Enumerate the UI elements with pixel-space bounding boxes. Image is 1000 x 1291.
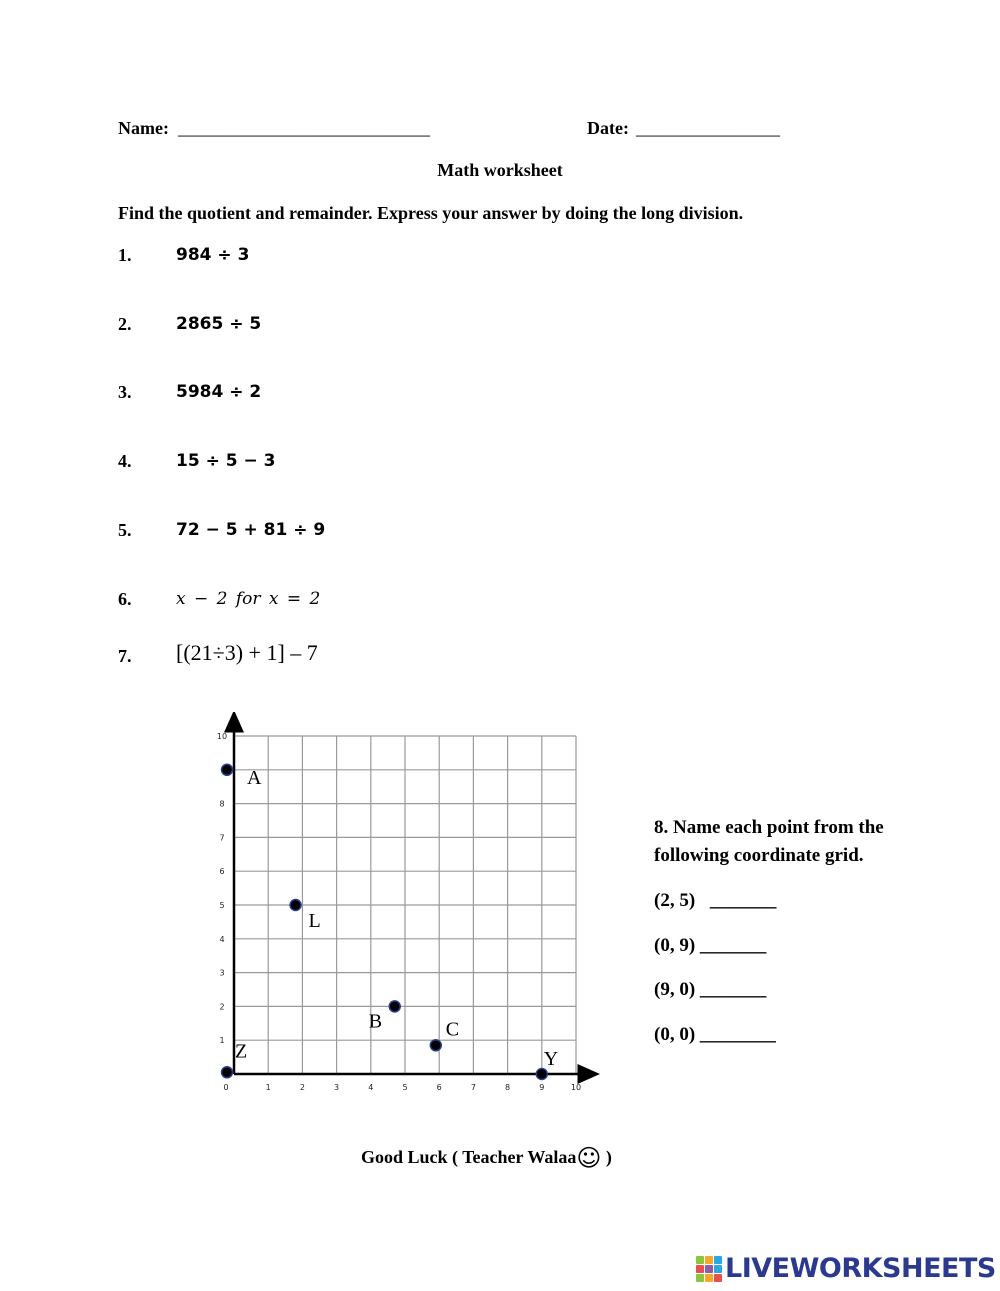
y-tick-label: 10: [216, 732, 228, 741]
answer-blank[interactable]: _______: [699, 979, 767, 1000]
point-b: [389, 1001, 400, 1012]
answer-row: [654, 935, 766, 957]
answer-row: [654, 1024, 776, 1046]
coordinate-grid: [200, 712, 610, 1102]
good-luck-message: [361, 1144, 612, 1172]
question-number: 1.: [118, 245, 132, 265]
x-tick-label: 2: [299, 1083, 305, 1092]
logo-block: [705, 1274, 713, 1282]
logo-block: [705, 1265, 713, 1273]
answer-blank[interactable]: ________: [699, 1024, 776, 1045]
answer-coordinate: (0, 0): [654, 1024, 696, 1045]
smiley-icon: ☺: [576, 1144, 602, 1172]
y-tick-label: 2: [219, 1002, 225, 1012]
x-tick-label: 10: [570, 1083, 582, 1092]
logo-block: [696, 1256, 704, 1264]
answer-row: [654, 979, 766, 1001]
date-label: Date:: [587, 118, 629, 138]
point-label-b: B: [368, 1010, 383, 1033]
answer-coordinate: (9, 0): [654, 979, 696, 1000]
y-tick-label: 3: [219, 968, 225, 978]
question-8-prompt: following coordinate grid.: [654, 845, 864, 866]
good-luck-text: Good Luck ( Teacher Walaa: [361, 1147, 577, 1167]
x-tick-label: 1: [265, 1083, 271, 1092]
question-number: 4.: [118, 451, 132, 471]
x-tick-label: 5: [402, 1083, 408, 1092]
question-expression: 15 ÷ 5 − 3: [176, 451, 276, 471]
y-tick-label: 5: [219, 901, 225, 910]
name-label: Name:: [118, 118, 169, 138]
y-tick-label: 1: [219, 1036, 225, 1046]
question-expression: x − 2 for x = 2: [176, 589, 321, 609]
answer-blank[interactable]: _______: [699, 935, 767, 956]
point-l: [290, 900, 301, 911]
question-8-prompt: 8. Name each point from the: [654, 817, 884, 838]
logo-block: [705, 1256, 713, 1264]
point-z: [222, 1067, 233, 1078]
logo-block: [714, 1265, 722, 1273]
date-field[interactable]: ________________: [636, 118, 780, 138]
question-expression: 5984 ÷ 2: [176, 382, 262, 402]
question-number: 3.: [118, 382, 132, 402]
logo-block: [714, 1274, 722, 1282]
y-tick-label: 4: [219, 934, 225, 944]
instructions: Find the quotient and remainder. Express your answer by doing the long division.: [118, 203, 744, 223]
point-a: [222, 764, 233, 775]
logo-block: [696, 1274, 704, 1282]
good-luck-close: ): [601, 1147, 612, 1167]
point-label-l: L: [308, 910, 321, 932]
logo-block: [714, 1256, 722, 1264]
y-tick-label: 8: [219, 799, 225, 809]
question-expression: [(21÷3) + 1] – 7: [176, 640, 318, 665]
x-tick-label: 8: [505, 1083, 511, 1092]
point-label-y: Y: [543, 1048, 559, 1070]
question-expression: 984 ÷ 3: [176, 245, 250, 265]
question-expression: 72 − 5 + 81 ÷ 9: [176, 520, 326, 540]
x-tick-label: 3: [334, 1083, 340, 1092]
answer-blank[interactable]: _______: [709, 890, 777, 911]
x-tick-label: 9: [539, 1083, 545, 1092]
point-c: [430, 1040, 441, 1051]
x-tick-label: 4: [368, 1083, 374, 1092]
answer-coordinate: (0, 9): [654, 935, 696, 956]
y-tick-label: 7: [219, 833, 225, 843]
question-number: 2.: [118, 314, 132, 334]
page-title: Math worksheet: [437, 160, 563, 180]
question-expression: 2865 ÷ 5: [176, 314, 262, 334]
x-tick-label: 0: [223, 1083, 229, 1092]
point-y: [536, 1069, 547, 1080]
logo-block: [696, 1265, 704, 1273]
x-tick-label: 6: [436, 1083, 442, 1092]
point-label-z: Z: [235, 1040, 248, 1063]
point-label-c: C: [445, 1018, 460, 1041]
question-number: 7.: [118, 646, 132, 666]
liveworksheets-logo[interactable]: [696, 1253, 996, 1284]
answer-row: [654, 890, 776, 912]
point-label-a: A: [247, 766, 262, 789]
name-field[interactable]: ____________________________: [178, 118, 430, 138]
answer-coordinate: (2, 5): [654, 890, 696, 911]
question-number: 6.: [118, 589, 132, 609]
y-tick-label: 6: [219, 867, 225, 877]
logo-icon: [696, 1256, 722, 1282]
logo-text: LIVEWORKSHEETS: [725, 1253, 996, 1284]
question-number: 5.: [118, 520, 132, 540]
x-tick-label: 7: [470, 1083, 476, 1092]
